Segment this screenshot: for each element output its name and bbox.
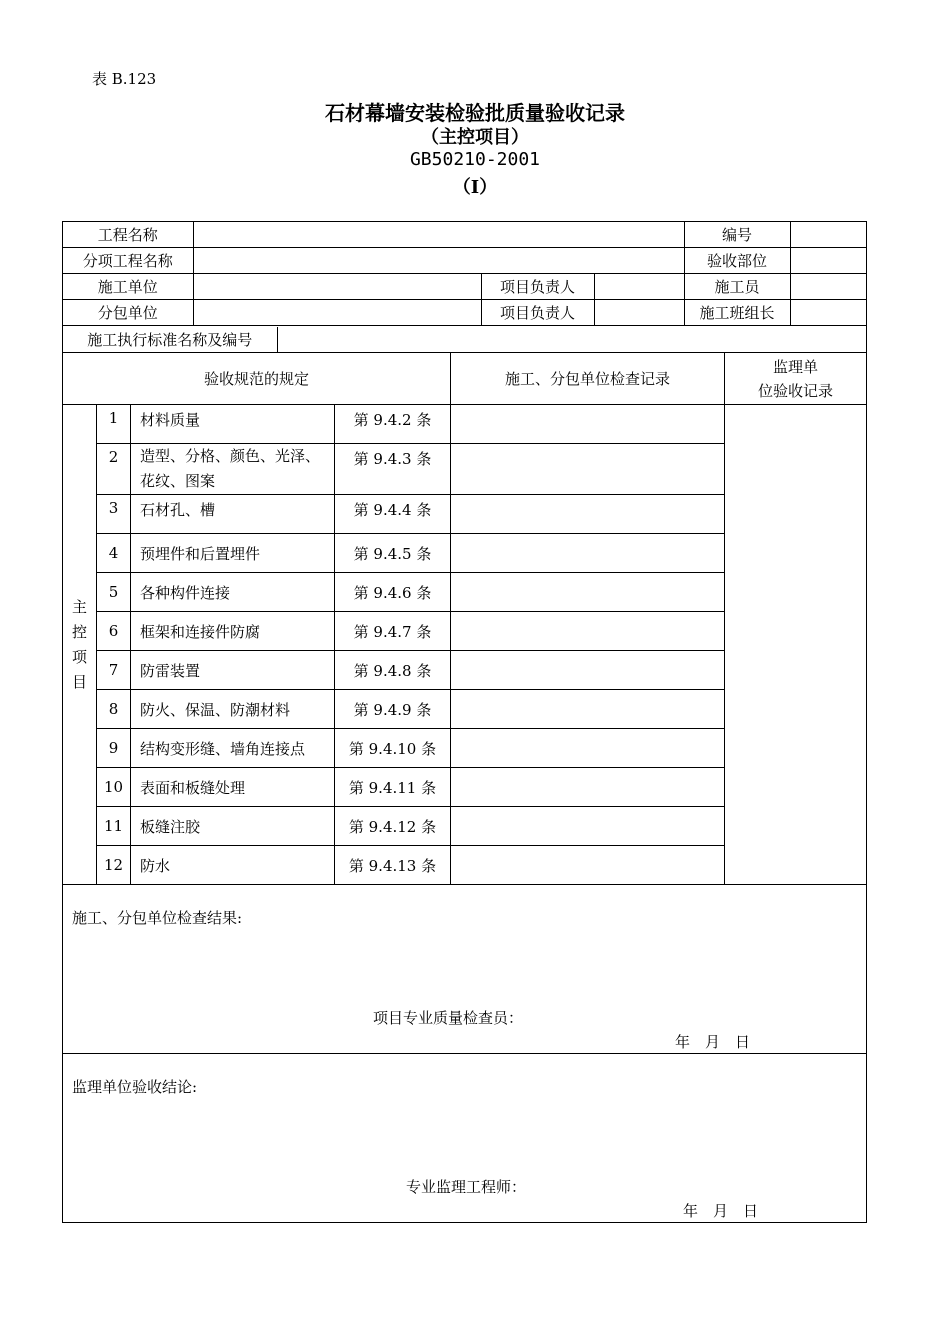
item-number: 12 [97, 846, 131, 885]
project-manager2-label: 项目负责人 [481, 300, 594, 326]
item-clause: 第 9.4.12 条 [335, 807, 451, 846]
acceptance-part-label: 验收部位 [684, 248, 790, 274]
document-reference: 表 B.123 [92, 70, 157, 88]
spec-column-header: 验收规范的规定 [63, 353, 451, 405]
item-clause: 第 9.4.6 条 [335, 573, 451, 612]
item-check-record[interactable] [451, 444, 725, 495]
item-number: 8 [97, 690, 131, 729]
item-name: 结构变形缝、墙角连接点 [131, 729, 335, 768]
item-clause: 第 9.4.13 条 [335, 846, 451, 885]
project-manager-field[interactable] [594, 274, 684, 300]
item-name: 板缝注胶 [131, 807, 335, 846]
item-number: 5 [97, 573, 131, 612]
item-clause: 第 9.4.3 条 [335, 444, 451, 495]
item-name: 材料质量 [131, 405, 335, 444]
contractor-result-label: 施工、分包单位检查结果: [72, 909, 243, 927]
item-check-record[interactable] [451, 690, 725, 729]
item-name: 防水 [131, 846, 335, 885]
item-number: 11 [97, 807, 131, 846]
supervision-record-cell[interactable] [725, 405, 867, 885]
item-number: 3 [97, 495, 131, 534]
item-check-record[interactable] [451, 612, 725, 651]
item-check-record[interactable] [451, 534, 725, 573]
quality-inspector-signature: 项目专业质量检查员： [373, 1009, 524, 1027]
table-row [63, 405, 867, 444]
form-subtitle: （主控项目） [421, 127, 529, 148]
item-name: 预埋件和后置埋件 [131, 534, 335, 573]
team-leader-label: 施工班组长 [684, 300, 790, 326]
contractor-result-section[interactable] [63, 885, 866, 1053]
item-number: 10 [97, 768, 131, 807]
item-clause: 第 9.4.5 条 [335, 534, 451, 573]
item-clause: 第 9.4.9 条 [335, 690, 451, 729]
supervision-result-date: 年 月 日 [683, 1202, 759, 1220]
constructor-field[interactable] [790, 274, 867, 300]
item-number: 6 [97, 612, 131, 651]
item-clause: 第 9.4.4 条 [335, 495, 451, 534]
subcontract-unit-label: 分包单位 [63, 300, 193, 326]
inspection-form-table [62, 221, 867, 1223]
item-number: 4 [97, 534, 131, 573]
item-number: 2 [97, 444, 131, 495]
item-clause: 第 9.4.2 条 [335, 405, 451, 444]
acceptance-part-field[interactable] [790, 248, 867, 274]
item-check-record[interactable] [451, 729, 725, 768]
item-name: 防雷装置 [131, 651, 335, 690]
supervision-header-line1: 监理单 [773, 357, 819, 376]
project-name-label: 工程名称 [63, 222, 193, 248]
item-clause: 第 9.4.10 条 [335, 729, 451, 768]
item-check-record[interactable] [451, 807, 725, 846]
item-name: 防火、保温、防潮材料 [131, 690, 335, 729]
item-check-record[interactable] [451, 651, 725, 690]
subproject-field[interactable] [193, 248, 684, 274]
number-label: 编号 [684, 222, 790, 248]
supervision-header-line2: 位验收记录 [758, 381, 834, 400]
project-manager-label: 项目负责人 [481, 274, 594, 300]
standard-row [63, 327, 866, 352]
item-number: 1 [97, 405, 131, 444]
item-clause: 第 9.4.11 条 [335, 768, 451, 807]
item-name: 表面和板缝处理 [131, 768, 335, 807]
item-number: 9 [97, 729, 131, 768]
part-number: （Ⅰ） [452, 177, 498, 198]
contractor-result-date: 年 月 日 [675, 1033, 751, 1051]
standard-label: 施工执行标准名称及编号 [63, 327, 277, 352]
check-record-column-header: 施工、分包单位检查记录 [451, 353, 725, 405]
project-manager2-field[interactable] [594, 300, 684, 326]
item-clause: 第 9.4.7 条 [335, 612, 451, 651]
subproject-label: 分项工程名称 [63, 248, 193, 274]
section-label-cell [63, 405, 97, 885]
item-name: 造型、分格、颜色、光泽、花纹、图案 [131, 444, 335, 495]
section-char: 项 [71, 647, 87, 666]
constructor-label: 施工员 [684, 274, 790, 300]
item-name: 各种构件连接 [131, 573, 335, 612]
supervision-record-column-header [725, 353, 867, 405]
item-name: 框架和连接件防腐 [131, 612, 335, 651]
standard-field[interactable] [277, 327, 866, 352]
project-name-field[interactable] [193, 222, 684, 248]
section-char: 主 [71, 597, 87, 616]
item-check-record[interactable] [451, 495, 725, 534]
item-check-record[interactable] [451, 768, 725, 807]
number-field[interactable] [790, 222, 867, 248]
item-check-record[interactable] [451, 573, 725, 612]
form-title: 石材幕墙安装检验批质量验收记录 [325, 101, 625, 125]
item-name: 石材孔、槽 [131, 495, 335, 534]
construction-unit-field[interactable] [193, 274, 481, 300]
subcontract-unit-field[interactable] [193, 300, 481, 326]
item-check-record[interactable] [451, 405, 725, 444]
item-number: 7 [97, 651, 131, 690]
section-char: 控 [71, 622, 87, 641]
item-check-record[interactable] [451, 846, 725, 885]
header-block [63, 222, 867, 325]
supervision-engineer-signature: 专业监理工程师： [406, 1178, 527, 1196]
supervision-result-section[interactable] [63, 1054, 866, 1222]
standard-code: GB50210-2001 [409, 149, 541, 170]
supervision-result-label: 监理单位验收结论: [72, 1078, 198, 1096]
construction-unit-label: 施工单位 [63, 274, 193, 300]
team-leader-field[interactable] [790, 300, 867, 326]
section-char: 目 [71, 672, 87, 691]
item-clause: 第 9.4.8 条 [335, 651, 451, 690]
